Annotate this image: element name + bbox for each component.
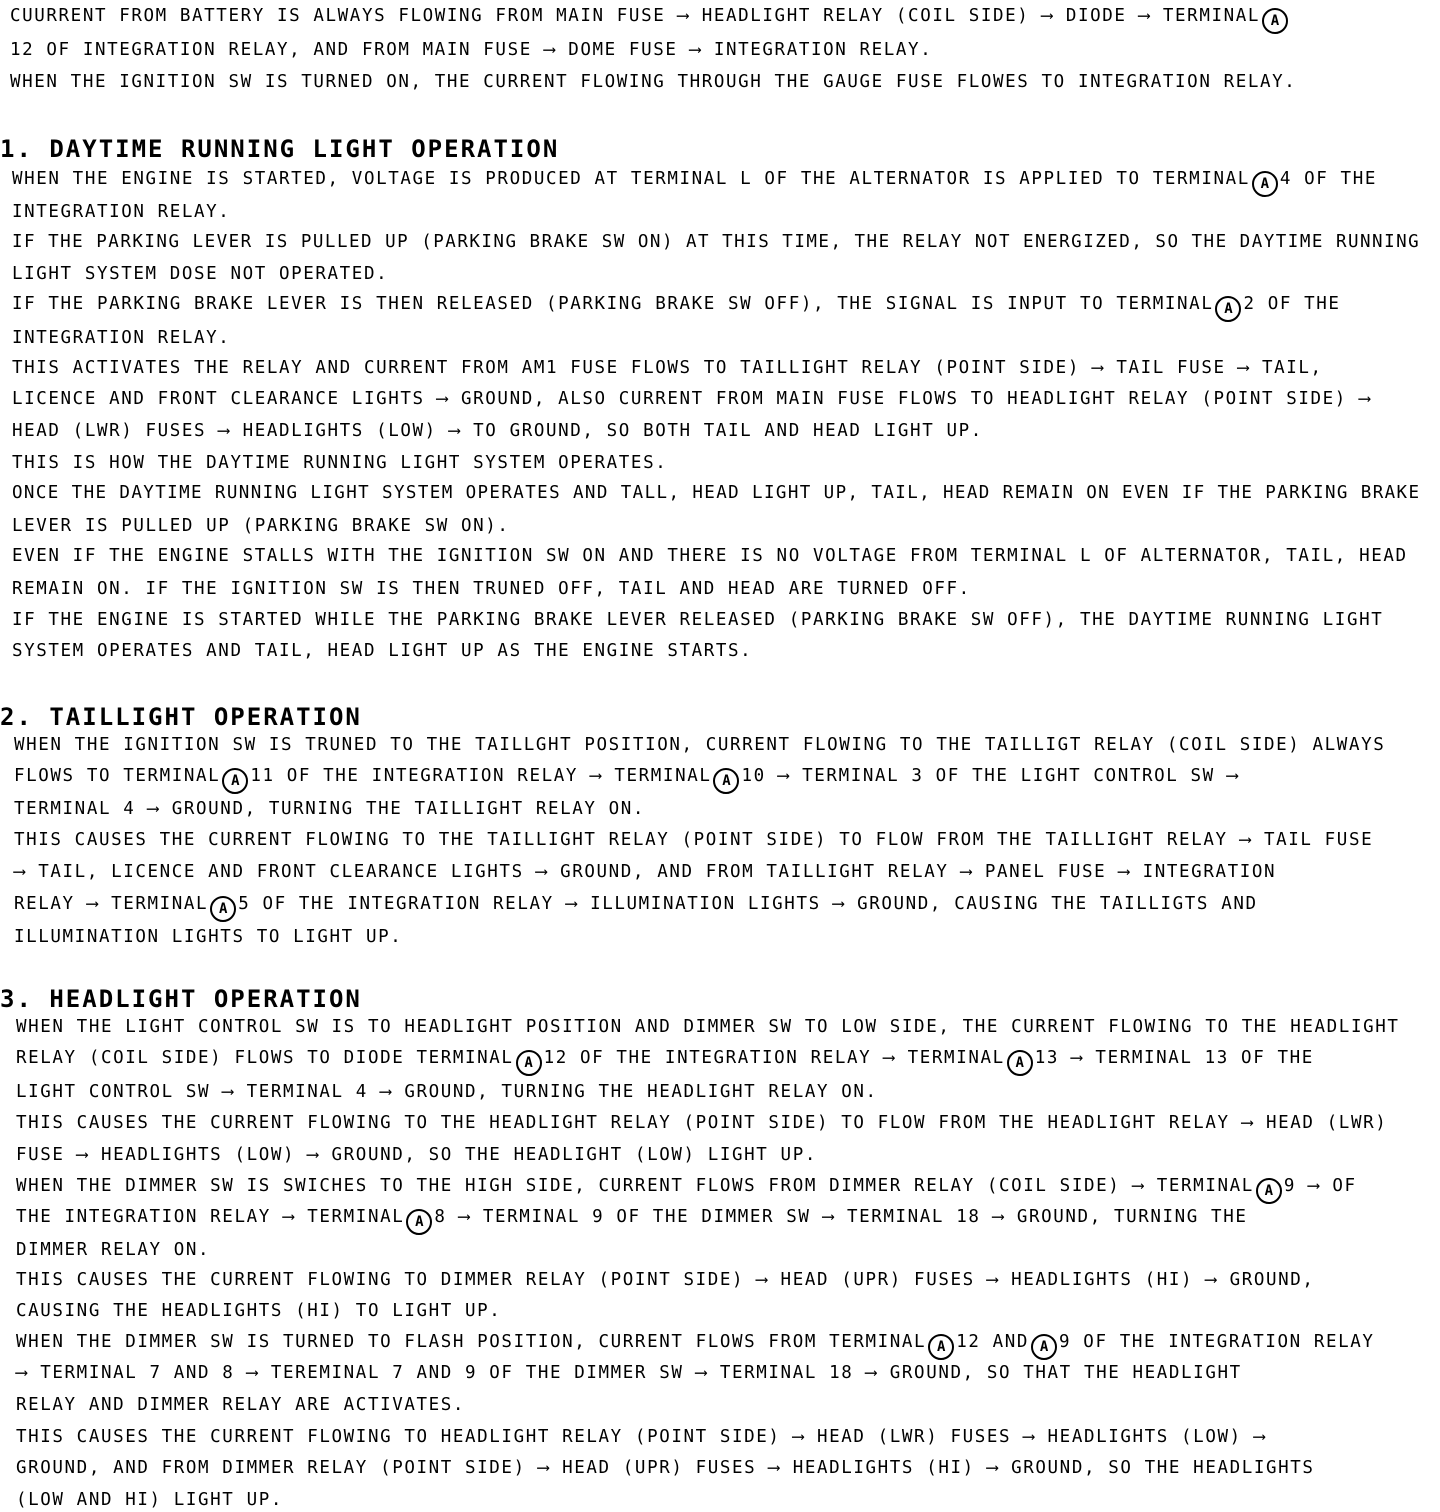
section-1-line: HEAD (LWR) FUSES ⟶ HEADLIGHTS (LOW) ⟶ TO GROUND, SO BOTH TAIL AND HEAD LIGHT UP. [12, 421, 983, 441]
intro-line-3: WHEN THE IGNITION SW IS TURNED ON, THE CURRENT FLOWING THROUGH THE GAUGE FUSE FLOWES TO INTEGRATION RELAY. [10, 72, 1297, 92]
intro-line-1: CUURRENT FROM BATTERY IS ALWAYS FLOWING FROM MAIN FUSE ⟶ HEADLIGHT RELAY (COIL SIDE) ⟶ DIODE ⟶ TERMINAL A [10, 8, 1290, 34]
section-1-line: LEVER IS PULLED UP (PARKING BRAKE SW ON). [12, 516, 510, 536]
section-2-line: THIS CAUSES THE CURRENT FLOWING TO THE TAILLIGHT RELAY (POINT SIDE) TO FLOW FROM THE TAILLIGHT RELAY ⟶ TAIL FUSE [14, 830, 1374, 850]
circled-terminal-marker: A [516, 1050, 542, 1076]
section-2-line: RELAY ⟶ TERMINAL A 5 OF THE INTEGRATION RELAY ⟶ ILLUMINATION LIGHTS ⟶ GROUND, CAUSING THE TAILLIGTS AND [14, 896, 1258, 922]
section-3-line: DIMMER RELAY ON. [16, 1240, 211, 1260]
section-2-line: TERMINAL 4 ⟶ GROUND, TURNING THE TAILLIGHT RELAY ON. [14, 799, 646, 819]
circled-terminal-marker: A [222, 768, 248, 794]
section-1-line: IF THE ENGINE IS STARTED WHILE THE PARKING BRAKE LEVER RELEASED (PARKING BRAKE SW OFF), THE DAYTIME RUNNING LIGHT [12, 610, 1384, 630]
section-2-line: WHEN THE IGNITION SW IS TRUNED TO THE TAILLGHT POSITION, CURRENT FLOWING TO THE TAILLIGT RELAY (COIL SIDE) ALWAYS [14, 735, 1386, 755]
intro-line-2: 12 OF INTEGRATION RELAY, AND FROM MAIN FUSE ⟶ DOME FUSE ⟶ INTEGRATION RELAY. [10, 40, 933, 60]
section-3-line: THIS CAUSES THE CURRENT FLOWING TO THE HEADLIGHT RELAY (POINT SIDE) TO FLOW FROM THE HEADLIGHT RELAY ⟶ HEAD (LWR) [16, 1113, 1388, 1133]
section-3-line: CAUSING THE HEADLIGHTS (HI) TO LIGHT UP. [16, 1301, 502, 1321]
section-1-line: WHEN THE ENGINE IS STARTED, VOLTAGE IS PRODUCED AT TERMINAL L OF THE ALTERNATOR IS APPLIED TO TERMINAL A 4 OF THE [12, 171, 1377, 197]
section-1-line: ONCE THE DAYTIME RUNNING LIGHT SYSTEM OPERATES AND TALL, HEAD LIGHT UP, TAIL, HEAD REMAIN ON EVEN IF THE PARKING BRAKE [12, 483, 1421, 503]
section-3-line: FUSE ⟶ HEADLIGHTS (LOW) ⟶ GROUND, SO THE HEADLIGHT (LOW) LIGHT UP. [16, 1145, 817, 1165]
circled-terminal-marker: A [713, 768, 739, 794]
section-3-line: WHEN THE DIMMER SW IS TURNED TO FLASH POSITION, CURRENT FLOWS FROM TERMINAL A 12 AND A 9 OF THE INTEGRATION RELAY [16, 1334, 1375, 1360]
section-2-line: FLOWS TO TERMINAL A 11 OF THE INTEGRATION RELAY ⟶ TERMINAL A 10 ⟶ TERMINAL 3 OF THE LIGHT CONTROL SW ⟶ [14, 768, 1239, 794]
section-3-line: WHEN THE DIMMER SW IS SWICHES TO THE HIGH SIDE, CURRENT FLOWS FROM DIMMER RELAY (COIL SIDE) ⟶ TERMINAL A 9 ⟶ OF [16, 1178, 1357, 1204]
section-1-heading: 1. DAYTIME RUNNING LIGHT OPERATION [0, 135, 560, 163]
section-1-line: INTEGRATION RELAY. [12, 202, 231, 222]
section-2-line: ILLUMINATION LIGHTS TO LIGHT UP. [14, 927, 403, 947]
section-1-line: INTEGRATION RELAY. [12, 328, 231, 348]
circled-terminal-marker: A [1031, 1334, 1057, 1360]
section-3-line: ⟶ TERMINAL 7 AND 8 ⟶ TEREMINAL 7 AND 9 OF THE DIMMER SW ⟶ TERMINAL 18 ⟶ GROUND, SO THAT THE HEADLIGHT [16, 1363, 1242, 1383]
section-3-line: RELAY AND DIMMER RELAY ARE ACTIVATES. [16, 1395, 466, 1415]
section-3-line: GROUND, AND FROM DIMMER RELAY (POINT SIDE) ⟶ HEAD (UPR) FUSES ⟶ HEADLIGHTS (HI) ⟶ GROUND, SO THE HEADLIGHTS [16, 1458, 1315, 1478]
section-1-line: LIGHT SYSTEM DOSE NOT OPERATED. [12, 264, 389, 284]
section-2-heading: 2. TAILLIGHT OPERATION [0, 703, 362, 731]
circled-terminal-marker: A [1262, 8, 1288, 34]
section-3-line: (LOW AND HI) LIGHT UP. [16, 1490, 283, 1510]
section-3-heading: 3. HEADLIGHT OPERATION [0, 985, 362, 1013]
section-3-line: THE INTEGRATION RELAY ⟶ TERMINAL A 8 ⟶ TERMINAL 9 OF THE DIMMER SW ⟶ TERMINAL 18 ⟶ GROUND, TURNING THE [16, 1209, 1247, 1235]
section-1-line: LICENCE AND FRONT CLEARANCE LIGHTS ⟶ GROUND, ALSO CURRENT FROM MAIN FUSE FLOWS TO HEADLIGHT RELAY (POINT SIDE) ⟶ [12, 389, 1372, 409]
section-1-line: THIS ACTIVATES THE RELAY AND CURRENT FROM AM1 FUSE FLOWS TO TAILLIGHT RELAY (POINT SIDE) ⟶ TAIL FUSE ⟶ TAIL, [12, 358, 1323, 378]
section-3-line: THIS CAUSES THE CURRENT FLOWING TO DIMMER RELAY (POINT SIDE) ⟶ HEAD (UPR) FUSES ⟶ HEADLIGHTS (HI) ⟶ GROUND, [16, 1270, 1315, 1290]
section-2-line: ⟶ TAIL, LICENCE AND FRONT CLEARANCE LIGHTS ⟶ GROUND, AND FROM TAILLIGHT RELAY ⟶ PANEL FUSE ⟶ INTEGRATION [14, 862, 1277, 882]
circled-terminal-marker: A [210, 896, 236, 922]
circled-terminal-marker: A [1007, 1050, 1033, 1076]
section-3-line: LIGHT CONTROL SW ⟶ TERMINAL 4 ⟶ GROUND, TURNING THE HEADLIGHT RELAY ON. [16, 1082, 878, 1102]
section-1-line: THIS IS HOW THE DAYTIME RUNNING LIGHT SYSTEM OPERATES. [12, 453, 668, 473]
circled-terminal-marker: A [928, 1334, 954, 1360]
section-3-line: WHEN THE LIGHT CONTROL SW IS TO HEADLIGHT POSITION AND DIMMER SW TO LOW SIDE, THE CURRENT FLOWING TO THE HEADLIGHT [16, 1017, 1400, 1037]
section-1-line: REMAIN ON. IF THE IGNITION SW IS THEN TRUNED OFF, TAIL AND HEAD ARE TURNED OFF. [12, 579, 971, 599]
section-1-line: IF THE PARKING BRAKE LEVER IS THEN RELEASED (PARKING BRAKE SW OFF), THE SIGNAL IS INPUT TO TERMINAL A 2 OF THE [12, 296, 1341, 322]
circled-terminal-marker: A [1252, 171, 1278, 197]
section-3-line: THIS CAUSES THE CURRENT FLOWING TO HEADLIGHT RELAY (POINT SIDE) ⟶ HEAD (LWR) FUSES ⟶ HEADLIGHTS (LOW) ⟶ [16, 1427, 1266, 1447]
circled-terminal-marker: A [1215, 296, 1241, 322]
circled-terminal-marker: A [1256, 1178, 1282, 1204]
circled-terminal-marker: A [406, 1209, 432, 1235]
section-1-line: EVEN IF THE ENGINE STALLS WITH THE IGNITION SW ON AND THERE IS NO VOLTAGE FROM TERMINAL L OF ALTERNATOR, TAIL, HEAD [12, 546, 1408, 566]
section-1-line: IF THE PARKING LEVER IS PULLED UP (PARKING BRAKE SW ON) AT THIS TIME, THE RELAY NOT ENERGIZED, SO THE DAYTIME RUNNING [12, 232, 1421, 252]
section-1-line: SYSTEM OPERATES AND TAIL, HEAD LIGHT UP AS THE ENGINE STARTS. [12, 641, 753, 661]
section-3-line: RELAY (COIL SIDE) FLOWS TO DIODE TERMINAL A 12 OF THE INTEGRATION RELAY ⟶ TERMINAL A 13 ⟶ TERMINAL 13 OF THE [16, 1050, 1314, 1076]
